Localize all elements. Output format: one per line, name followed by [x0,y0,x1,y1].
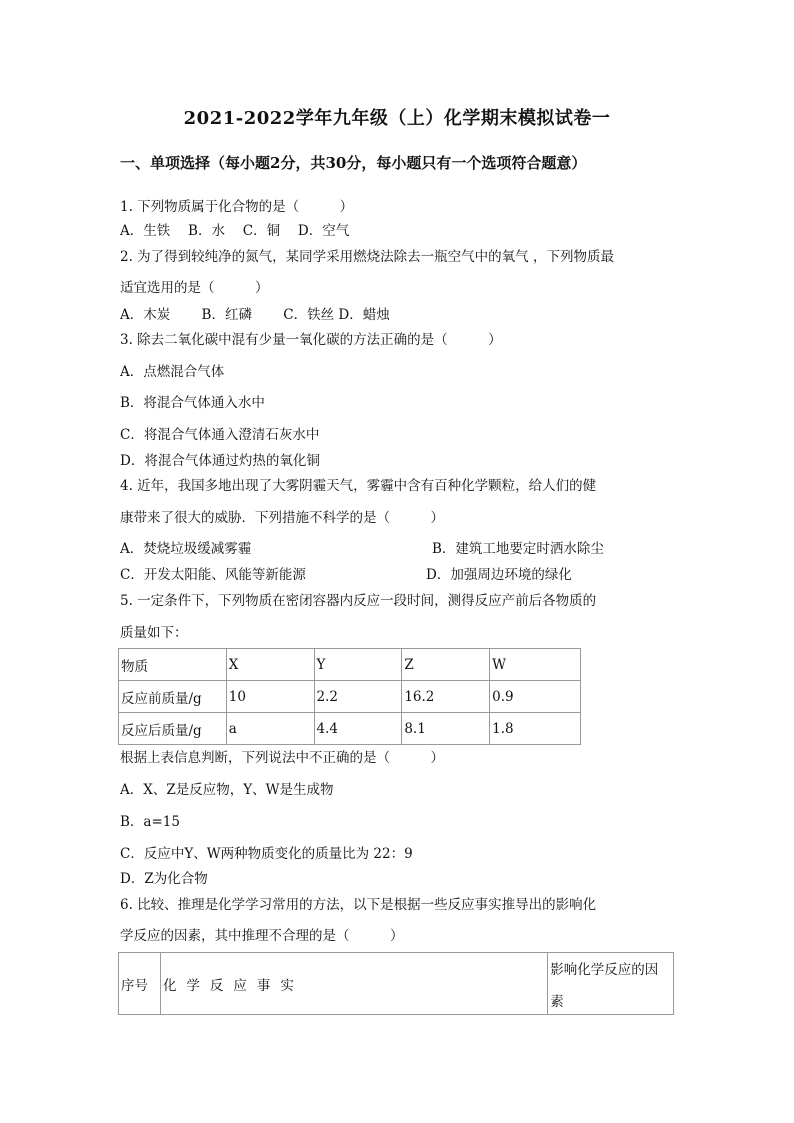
q2-stem-line1: 2. 为了得到较纯净的氮气，某同学采用燃烧法除去一瓶空气中的氧气 ，下列物质最 [120,249,614,265]
q6-stem-line2: 学反应的因素，其中推理不合理的是（ ） [120,928,404,944]
table-row [119,681,581,713]
table-cell-line: 素 [550,993,564,1010]
q6-reaction-table [118,952,674,1015]
table-cell: 1.8 [490,713,581,745]
q5-stem-line2: 质量如下： [120,625,188,641]
table-cell: 化学反应事实 [160,953,547,1015]
table-cell-line: 影响化学反应的因 [550,961,659,978]
q5-option-d: D．Z为化合物 [120,871,208,887]
table-row [119,713,581,745]
table-cell: 8.1 [402,713,490,745]
table-cell: 反应前质量/g [119,681,227,713]
table-cell: W [490,649,581,681]
section-heading: 一、单项选择（每小题2分，共30分，每小题只有一个选项符合题意） [120,154,587,172]
q5-question: 根据上表信息判断，下列说法中不正确的是（ ） [120,750,444,766]
table-cell: 2.2 [314,681,402,713]
table-header-row [119,649,581,681]
q3-option-a: A．点燃混合气体 [120,364,225,380]
table-cell [548,953,674,1015]
table-cell: Z [402,649,490,681]
q2-stem-line2: 适宜选用的是（ ） [120,280,269,296]
q3-stem: 3. 除去二氧化碳中混有少量一氧化碳的方法正确的是（ ） [120,332,502,348]
table-cell: 10 [226,681,314,713]
q4-stem-line2: 康带来了很大的威胁．下列措施不科学的是（ ） [120,510,444,526]
table-cell: 序号 [119,953,161,1015]
q4-option-a: A．焚烧垃圾缓减雾霾 [120,541,252,557]
table-cell: a [226,713,314,745]
q3-option-b: B．将混合气体通入水中 [120,395,265,411]
q4-stem-line1: 4. 近年，我国多地出现了大雾阴霾天气，雾霾中含有百种化学颗粒，给人们的健 [120,478,597,494]
table-cell: Y [314,649,402,681]
q5-option-b: B．a=15 [120,814,180,830]
table-header-row [119,953,674,1015]
q1-options: A．生铁 B．水 C．铜 D．空气 [120,223,350,239]
q6-stem-line1: 6. 比较、推理是化学学习常用的方法，以下是根据一些反应事实推导出的影响化 [120,897,597,913]
q4-option-c: C．开发太阳能、风能等新能源 [120,567,306,583]
q2-options: A．木炭 B．红磷 C．铁丝 D．蜡烛 [120,307,390,323]
q1-stem: 1. 下列物质属于化合物的是（ ） [120,199,354,215]
q5-option-a: A．X、Z是反应物，Y、W是生成物 [120,782,334,798]
table-cell: 4.4 [314,713,402,745]
q4-option-b: B．建筑工地要定时洒水除尘 [432,541,604,557]
table-cell: 0.9 [490,681,581,713]
q5-stem-line1: 5. 一定条件下，下列物质在密闭容器内反应一段时间，测得反应产前后各物质的 [120,593,597,609]
exam-title: 2021-2022学年九年级（上）化学期末模拟试卷一 [183,108,611,129]
q5-mass-table [118,648,581,745]
table-cell: 16.2 [402,681,490,713]
table-cell: 物质 [119,649,227,681]
q3-option-c: C．将混合气体通入澄清石灰水中 [120,427,320,443]
q5-option-c: C．反应中Y、W两种物质变化的质量比为 22：9 [120,846,413,862]
q4-option-d: D．加强周边环境的绿化 [426,567,572,583]
table-cell: X [226,649,314,681]
q3-option-d: D．将混合气体通过灼热的氧化铜 [120,453,320,469]
table-cell: 反应后质量/g [119,713,227,745]
